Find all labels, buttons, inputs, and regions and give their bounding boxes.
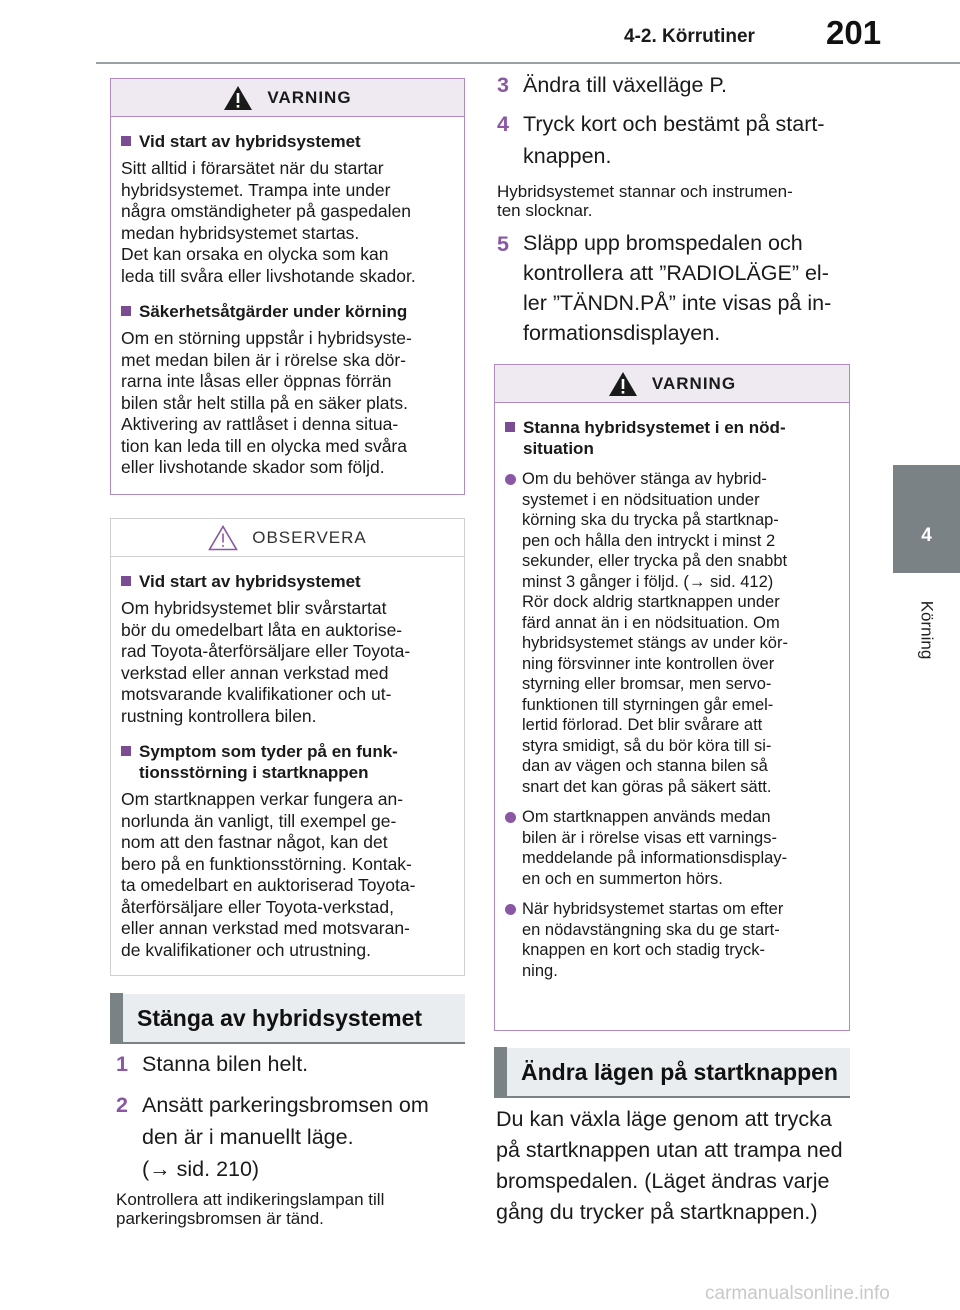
section-title: Ändra lägen på startknappen: [521, 1058, 838, 1085]
chapter-tab-label-text: Körning: [917, 600, 937, 660]
warning-paragraph: Sitt alltid i förarsätet när du startar hybridsystemet. Trampa inte under några omständigheter på gaspedalen medan hybridsystemet startas. Det kan orsaka en olycka som kan leda till svåra eller livshotande skador.: [121, 158, 416, 286]
notice-title: OBSERVERA: [252, 527, 367, 547]
warning-subheading: [505, 417, 839, 459]
bullet-text: Om startknappen används medan bilen är i rörelse visas ett varnings- meddelande på informationsdisplay- en och en summerton hörs.: [522, 808, 788, 888]
square-bullet-icon: [505, 422, 515, 432]
caution-triangle-icon: [208, 525, 238, 551]
step-note: Kontrollera att indikeringslampan till parkeringsbromsen är tänd.: [116, 1190, 385, 1228]
step-number: 1: [116, 1052, 128, 1076]
warning-box-start: [110, 78, 465, 495]
subheading-text: Symptom som tyder på en funk- tionsstörning i startknappen: [139, 742, 398, 782]
chapter-tab: [893, 465, 960, 573]
warning-bullet: [505, 469, 839, 797]
step-item: [497, 228, 847, 348]
step-note: Hybridsystemet stannar och instrumen- ten slocknar.: [497, 182, 793, 220]
step-text: Släpp upp bromspedalen och kontrollera att ”RADIOLÄGE” el- ler ”TÄNDN.PÅ” inte visas på in- formationsdisplayen.: [523, 231, 832, 345]
body-paragraph: Du kan växla läge genom att trycka på startknappen utan att trampa ned bromspedalen. (Läget ändras varje gång du trycker på startknappen.): [496, 1107, 843, 1224]
step-text: Ansätt parkeringsbromsen om den är i manuellt läge. (→ sid. 210): [142, 1093, 429, 1181]
warning-subheading: [121, 131, 454, 152]
step-text: Tryck kort och bestämt på start- knappen.: [523, 112, 825, 168]
step-number: 5: [497, 232, 509, 256]
section-bar: [494, 1047, 507, 1097]
notice-paragraph: Om startknappen verkar fungera an- norlunda än vanligt, till exempel ge- nom att den fastnar något, kan det bero på en funktionsstörning. Kontak- ta omedelbart en auktoriserad Toyota- återförsäljare eller Toyota-verkstad, eller annan verkstad med motsvaran- de kvalifikationer och utrustning.: [121, 789, 416, 960]
step-item: [116, 1048, 466, 1080]
warning-title: VARNING: [651, 373, 737, 393]
warning-triangle-icon: [608, 371, 638, 397]
warning-box-emergency: [494, 364, 850, 1031]
subheading-text: Stanna hybridsystemet i en nöd- situation: [523, 418, 786, 458]
section-bar: [110, 993, 123, 1043]
watermark: carmanualsonline.info: [705, 1283, 890, 1304]
square-bullet-icon: [121, 306, 131, 316]
notice-paragraph: Om hybridsystemet blir svårstartat bör du omedelbart låta en auktorise- rad Toyota-återförsäljare eller Toyota- verkstad eller annan verkstad med motsvarande kvalifikationer och ut- rustning kontrollera bilen.: [121, 598, 411, 726]
chapter-tab-label: [893, 590, 960, 670]
bullet-text: När hybridsystemet startas om efter en nödavstängning ska du ge start- knappen en kort och stadig tryck- ning.: [522, 900, 784, 980]
step-number: 2: [116, 1093, 128, 1117]
notice-subheading: [121, 571, 454, 592]
square-bullet-icon: [121, 136, 131, 146]
notice-box-header: [111, 519, 464, 557]
warning-box-header: [495, 365, 849, 403]
warning-triangle-icon: [223, 85, 253, 111]
notice-subheading: [121, 741, 454, 783]
step-item: [497, 69, 847, 101]
header-rule: [96, 62, 960, 64]
step-text: Stanna bilen helt.: [142, 1052, 309, 1076]
section-heading-stop: [110, 994, 465, 1044]
section-title: Stänga av hybridsystemet: [137, 1004, 423, 1031]
step-text: Ändra till växelläge P.: [523, 73, 727, 97]
warning-paragraph: Om en störning uppstår i hybridsyste- met medan bilen är i rörelse ska dör- rarna inte låsas eller öppnas förrän bilen står helt stilla på en säker plats. Aktivering av rattlåset i denna situa- tion kan leda till en olycka med svåra eller livshotande skador som följd.: [121, 328, 412, 477]
chapter-title: 4-2. Körrutiner: [624, 26, 755, 47]
square-bullet-icon: [121, 746, 131, 756]
subheading-text: Vid start av hybridsystemet: [139, 572, 361, 591]
step-item: [497, 108, 847, 172]
bullet-text: Om du behöver stänga av hybrid- systemet i en nödsituation under körning ska du trycka på startknap- pen och hålla den intryckt i minst 2 sekunder, eller trycka på den snabbt minst 3 gånger i följd. (→ sid. 412) Rör dock aldrig startknappen under färd annat än i en nödsituation. Om hybridsystemet stängs av under kör- ning försvinner inte kontrollen över styrning eller bromsar, men servo- funktionen till styrningen går emel- lertid förlorad. Det blir svårare att styra smidigt, så du bör köra till si- dan av vägen och stanna bilen så snart det kan göras på säkert sätt.: [522, 470, 788, 796]
warning-bullet: [505, 807, 839, 889]
warning-title: VARNING: [267, 87, 352, 107]
warning-box-header: [111, 79, 464, 117]
square-bullet-icon: [121, 576, 131, 586]
step-item: [116, 1089, 466, 1185]
warning-subheading: [121, 301, 454, 322]
warning-bullet: [505, 899, 839, 981]
subheading-text: Säkerhetsåtgärder under körning: [139, 302, 408, 321]
notice-box: [110, 518, 465, 976]
chapter-tab-number: 4: [921, 525, 932, 546]
round-bullet-icon: [505, 904, 516, 915]
round-bullet-icon: [505, 812, 516, 823]
step-number: 4: [497, 112, 509, 136]
page-number: 201: [826, 14, 882, 51]
step-number: 3: [497, 73, 509, 97]
subheading-text: Vid start av hybridsystemet: [139, 132, 361, 151]
section-heading-modes: [494, 1048, 850, 1098]
round-bullet-icon: [505, 474, 516, 485]
